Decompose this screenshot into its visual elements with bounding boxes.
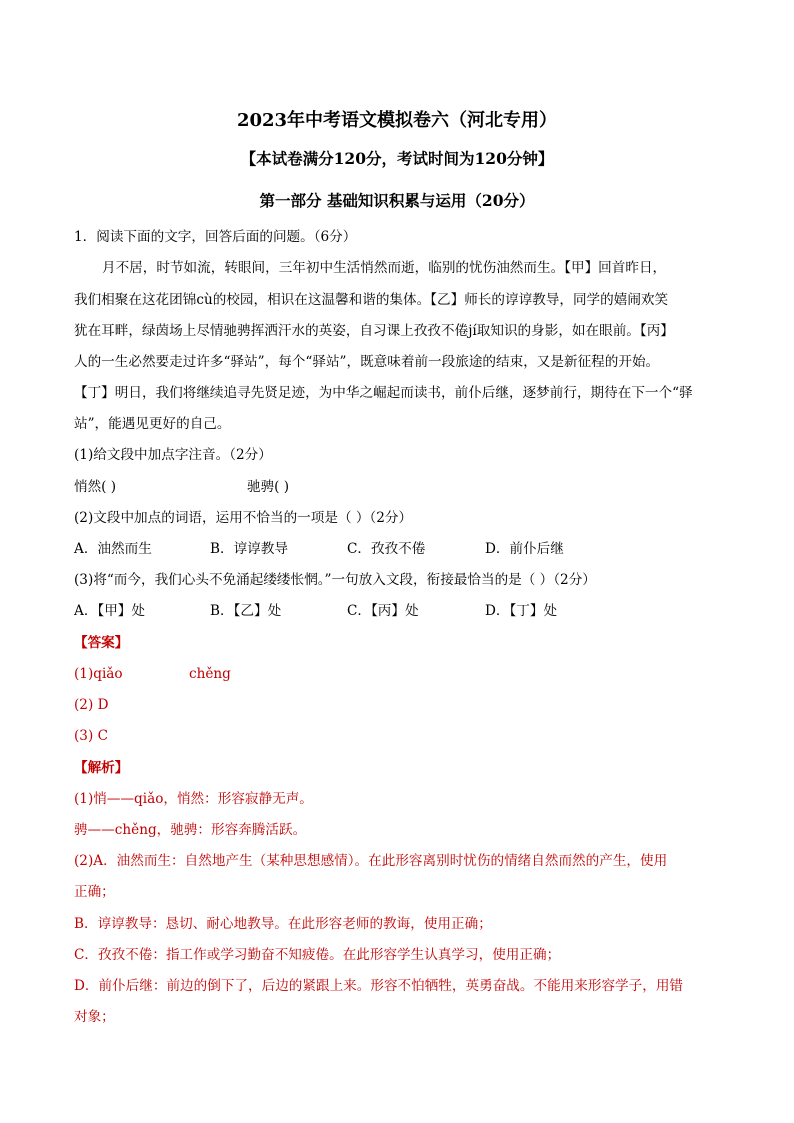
pinyin-blank-b: 驰骋( ): [247, 479, 290, 495]
analysis-line: C．孜孜不倦：指工作或学习勤奋不知疲倦。在此形容学生认真学习，使用正确；: [74, 947, 561, 963]
answer-1: (1)qiǎo: [74, 666, 123, 682]
analysis-heading: 【解析】: [74, 760, 129, 776]
analysis-line: (1)悄——qiǎo，悄然：形容寂静无声。: [74, 791, 313, 807]
passage-line: 人的一生必然要走过许多“驿站”，每个“驿站”，既意味着前一段旅途的结束，又是新征程的开始。: [74, 354, 660, 370]
exam-info: 【本试卷满分120分，考试时间为120分钟】: [240, 149, 554, 168]
analysis-line: 骋——chěng，驰骋：形容奔腾活跃。: [74, 822, 307, 838]
section-heading: 第一部分 基础知识积累与运用（20分）: [259, 191, 535, 210]
analysis-line: (2)A．油然而生：自然地产生（某种思想感情）。在此形容离别时忧伤的情绪自然而然的产生，使用: [74, 853, 668, 869]
option-a: A．油然而生: [74, 541, 152, 557]
answer-heading: 【答案】: [74, 635, 129, 651]
answer-3: (3) C: [74, 728, 108, 744]
answer-2: (2) D: [74, 697, 109, 713]
sub-question-3: (3)将“而今，我们心头不免涌起缕缕怅惘。”一句放入文段，衔接最恰当的是（ ）（2分）: [74, 572, 596, 588]
option-b: B．谆谆教导: [210, 541, 288, 557]
sub-question-1: (1)给文段中加点字注音。（2分）: [74, 447, 272, 463]
sub-question-2: (2)文段中加点的词语，运用不恰当的一项是（ ）（2分）: [74, 510, 413, 526]
passage-line: 月不居，时节如流，转眼间，三年初中生活悄然而逝，临别的忧伤油然而生。【甲】回首昨日，: [102, 260, 667, 276]
option-b: B．【乙】处: [210, 603, 282, 619]
passage-line: 【丁】明日，我们将继续追寻先贤足迹，为中华之崛起而读书，前仆后继，逐梦前行，期待在下一个“驿: [74, 385, 693, 401]
exam-title: 2023年中考语文模拟卷六（河北专用）: [236, 110, 558, 131]
passage-line: 我们相聚在这花团锦cù的校园，相识在这温馨和谐的集体。【乙】师长的谆谆教导，同学的嬉闹欢笑: [74, 292, 669, 308]
answer-1-second: chěng: [189, 666, 231, 682]
passage-line: 站”，能遇见更好的自己。: [74, 416, 231, 432]
option-d: D．【丁】处: [485, 603, 558, 619]
analysis-line: D．前仆后继：前边的倒下了，后边的紧跟上来。形容不怕牺牲，英勇奋战。不能用来形容学子，用错: [74, 978, 684, 994]
analysis-line: B．谆谆教导：恳切、耐心地教导。在此形容老师的教诲，使用正确；: [74, 916, 492, 932]
option-c: C．【丙】处: [347, 603, 419, 619]
option-c: C．孜孜不倦: [347, 541, 426, 557]
option-d: D．前仆后继: [485, 541, 564, 557]
passage-line: 犹在耳畔，绿茵场上尽情驰骋挥洒汗水的英姿，自习课上孜孜不倦jí取知识的身影，如在眼前。【丙】: [74, 323, 674, 339]
option-a: A．【甲】处: [74, 603, 145, 619]
analysis-line: 对象；: [74, 1009, 115, 1025]
pinyin-blank-a: 悄然( ): [74, 479, 117, 495]
analysis-line: 正确；: [74, 884, 115, 900]
question-stem: 1．阅读下面的文字，回答后面的问题。（6分）: [74, 229, 357, 245]
